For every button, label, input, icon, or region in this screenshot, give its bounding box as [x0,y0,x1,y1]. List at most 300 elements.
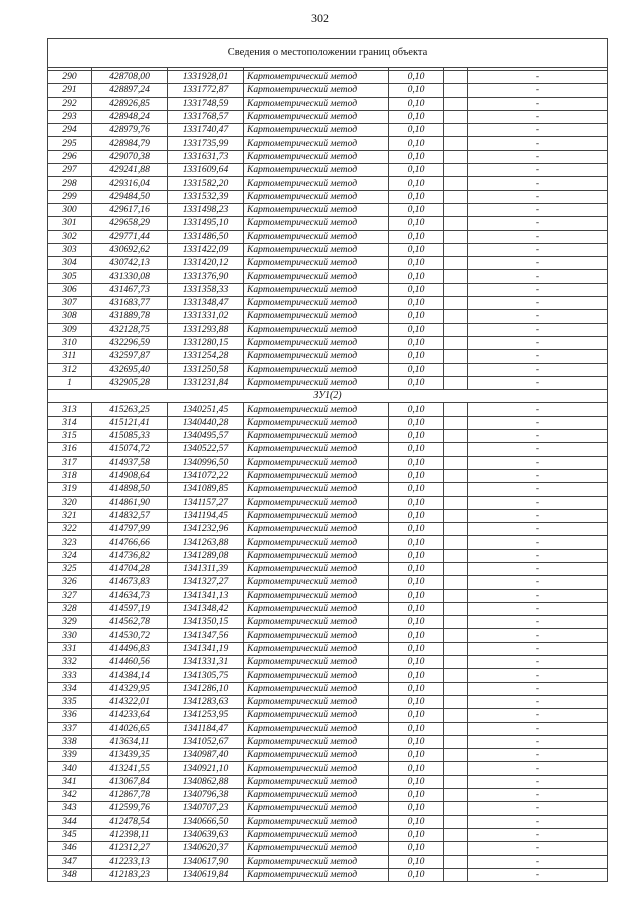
table-row [48,243,608,256]
method-cell: Картометрический метод [244,509,389,522]
note-cell: - [468,363,608,376]
note-cell: - [468,124,608,137]
coord-y: 1331928,01 [168,71,244,84]
empty-cell [444,469,468,482]
table-row [48,802,608,815]
point-number: 324 [48,549,92,562]
point-number: 311 [48,350,92,363]
point-number: 345 [48,828,92,841]
coord-y: 1340796,38 [168,789,244,802]
point-number: 347 [48,855,92,868]
empty-cell [444,137,468,150]
table-row [48,71,608,84]
table-row [48,376,608,389]
empty-cell [444,523,468,536]
method-cell: Картометрический метод [244,150,389,163]
coord-x: 430692,62 [92,243,168,256]
method-cell: Картометрический метод [244,137,389,150]
empty-cell [444,815,468,828]
coord-y: 1331293,88 [168,323,244,336]
method-cell: Картометрический метод [244,177,389,190]
note-cell: - [468,150,608,163]
note-cell: - [468,735,608,748]
method-cell: Картометрический метод [244,602,389,615]
method-cell: Картометрический метод [244,456,389,469]
table-row [48,855,608,868]
empty-cell [444,350,468,363]
section-row [48,390,608,403]
table-row [48,642,608,655]
point-number: 297 [48,164,92,177]
accuracy-cell: 0,10 [389,509,444,522]
empty-cell [444,629,468,642]
note-cell: - [468,71,608,84]
method-cell: Картометрический метод [244,709,389,722]
note-cell: - [468,350,608,363]
coord-y: 1340440,28 [168,416,244,429]
coord-y: 1331358,33 [168,283,244,296]
coord-x: 414898,50 [92,483,168,496]
accuracy-cell: 0,10 [389,456,444,469]
coord-y: 1341283,63 [168,695,244,708]
accuracy-cell: 0,10 [389,469,444,482]
accuracy-cell: 0,10 [389,84,444,97]
coord-x: 414597,19 [92,602,168,615]
point-number: 292 [48,97,92,110]
method-cell: Картометрический метод [244,416,389,429]
note-cell: - [468,110,608,123]
accuracy-cell: 0,10 [389,656,444,669]
point-number: 338 [48,735,92,748]
coord-x: 415085,33 [92,430,168,443]
accuracy-cell: 0,10 [389,682,444,695]
accuracy-cell: 0,10 [389,150,444,163]
coord-y: 1341341,13 [168,589,244,602]
point-number: 343 [48,802,92,815]
coord-y: 1341263,88 [168,536,244,549]
accuracy-cell: 0,10 [389,709,444,722]
accuracy-cell: 0,10 [389,589,444,602]
note-cell: - [468,177,608,190]
empty-cell [444,403,468,416]
point-number: 290 [48,71,92,84]
accuracy-cell: 0,10 [389,549,444,562]
empty-cell [444,682,468,695]
note-cell: - [468,496,608,509]
table-row [48,815,608,828]
table-row [48,842,608,855]
accuracy-cell: 0,10 [389,217,444,230]
empty-cell [444,443,468,456]
table-row [48,230,608,243]
accuracy-cell: 0,10 [389,443,444,456]
note-cell: - [468,443,608,456]
method-cell: Картометрический метод [244,297,389,310]
point-number: 306 [48,283,92,296]
coord-y: 1340495,57 [168,430,244,443]
empty-cell [444,589,468,602]
coord-x: 413241,55 [92,762,168,775]
table-row [48,695,608,708]
coord-x: 414861,90 [92,496,168,509]
empty-cell [444,709,468,722]
method-cell: Картометрический метод [244,110,389,123]
accuracy-cell: 0,10 [389,376,444,389]
method-cell: Картометрический метод [244,789,389,802]
method-cell: Картометрический метод [244,828,389,841]
coord-x: 414937,58 [92,456,168,469]
method-cell: Картометрический метод [244,243,389,256]
accuracy-cell: 0,10 [389,775,444,788]
accuracy-cell: 0,10 [389,496,444,509]
coord-x: 430742,13 [92,257,168,270]
note-cell: - [468,469,608,482]
accuracy-cell: 0,10 [389,629,444,642]
empty-cell [444,430,468,443]
table-row [48,576,608,589]
coord-x: 432695,40 [92,363,168,376]
empty-cell [444,602,468,615]
note-cell: - [468,642,608,655]
coord-x: 413634,11 [92,735,168,748]
empty-cell [444,84,468,97]
accuracy-cell: 0,10 [389,110,444,123]
point-number: 307 [48,297,92,310]
point-number: 299 [48,190,92,203]
point-number: 328 [48,602,92,615]
note-cell: - [468,815,608,828]
note-cell: - [468,323,608,336]
accuracy-cell: 0,10 [389,270,444,283]
method-cell: Картометрический метод [244,376,389,389]
table-row [48,562,608,575]
note-cell: - [468,403,608,416]
method-cell: Картометрический метод [244,336,389,349]
accuracy-cell: 0,10 [389,430,444,443]
point-number: 321 [48,509,92,522]
coord-x: 432128,75 [92,323,168,336]
method-cell: Картометрический метод [244,656,389,669]
accuracy-cell: 0,10 [389,177,444,190]
accuracy-cell: 0,10 [389,243,444,256]
coord-y: 1340666,50 [168,815,244,828]
coord-y: 1341052,67 [168,735,244,748]
table-row [48,722,608,735]
point-number: 1 [48,376,92,389]
note-cell: - [468,217,608,230]
point-number: 341 [48,775,92,788]
note-cell: - [468,868,608,881]
coord-x: 412478,54 [92,815,168,828]
method-cell: Картометрический метод [244,722,389,735]
method-cell: Картометрический метод [244,868,389,881]
note-cell: - [468,430,608,443]
note-cell: - [468,270,608,283]
coord-y: 1341341,19 [168,642,244,655]
note-cell: - [468,775,608,788]
accuracy-cell: 0,10 [389,855,444,868]
accuracy-cell: 0,10 [389,190,444,203]
coord-x: 415074,72 [92,443,168,456]
note-cell: - [468,695,608,708]
coord-y: 1331609,64 [168,164,244,177]
point-number: 316 [48,443,92,456]
table-row [48,416,608,429]
point-number: 340 [48,762,92,775]
coord-y: 1331376,90 [168,270,244,283]
method-cell: Картометрический метод [244,71,389,84]
table-row [48,536,608,549]
table-row [48,656,608,669]
note-cell: - [468,629,608,642]
empty-cell [444,509,468,522]
accuracy-cell: 0,10 [389,97,444,110]
table-row [48,430,608,443]
method-cell: Картометрический метод [244,562,389,575]
point-number: 322 [48,523,92,536]
coord-y: 1341072,22 [168,469,244,482]
coord-y: 1341347,56 [168,629,244,642]
empty-cell [444,203,468,216]
coord-y: 1331768,57 [168,110,244,123]
table-row [48,775,608,788]
coord-y: 1340619,84 [168,868,244,881]
point-number: 301 [48,217,92,230]
method-cell: Картометрический метод [244,483,389,496]
note-cell: - [468,257,608,270]
empty-cell [444,456,468,469]
coord-x: 414562,78 [92,616,168,629]
empty-cell [444,177,468,190]
empty-cell [444,230,468,243]
table-row [48,709,608,722]
point-number: 329 [48,616,92,629]
coord-y: 1341327,27 [168,576,244,589]
table-row [48,602,608,615]
table-row [48,669,608,682]
table-header-row [48,39,608,68]
coord-y: 1331532,39 [168,190,244,203]
accuracy-cell: 0,10 [389,828,444,841]
table-row [48,177,608,190]
note-cell: - [468,682,608,695]
table-row [48,403,608,416]
method-cell: Картометрический метод [244,270,389,283]
accuracy-cell: 0,10 [389,350,444,363]
note-cell: - [468,243,608,256]
empty-cell [444,190,468,203]
table-row [48,509,608,522]
coord-y: 1331254,28 [168,350,244,363]
point-number: 342 [48,789,92,802]
empty-cell [444,536,468,549]
point-number: 314 [48,416,92,429]
coord-x: 414329,95 [92,682,168,695]
method-cell: Картометрический метод [244,283,389,296]
coord-x: 412312,27 [92,842,168,855]
point-number: 309 [48,323,92,336]
accuracy-cell: 0,10 [389,137,444,150]
method-cell: Картометрический метод [244,350,389,363]
point-number: 348 [48,868,92,881]
accuracy-cell: 0,10 [389,336,444,349]
coord-y: 1331422,09 [168,243,244,256]
table-title: Сведения о местоположении границ объекта [48,39,608,68]
accuracy-cell: 0,10 [389,695,444,708]
coord-x: 414460,56 [92,656,168,669]
table-row [48,443,608,456]
coord-y: 1341311,39 [168,562,244,575]
method-cell: Картометрический метод [244,443,389,456]
accuracy-cell: 0,10 [389,842,444,855]
coord-y: 1340987,40 [168,749,244,762]
note-cell: - [468,97,608,110]
empty-cell [444,323,468,336]
coord-y: 1340620,37 [168,842,244,855]
empty-cell [444,97,468,110]
empty-cell [444,270,468,283]
method-cell: Картометрический метод [244,629,389,642]
coord-y: 1340862,88 [168,775,244,788]
note-cell: - [468,842,608,855]
empty-cell [444,695,468,708]
table-row [48,84,608,97]
point-number: 310 [48,336,92,349]
note-cell: - [468,297,608,310]
accuracy-cell: 0,10 [389,164,444,177]
accuracy-cell: 0,10 [389,602,444,615]
coord-y: 1341157,27 [168,496,244,509]
coord-x: 429070,38 [92,150,168,163]
method-cell: Картометрический метод [244,323,389,336]
note-cell: - [468,84,608,97]
accuracy-cell: 0,10 [389,616,444,629]
boundary-table [47,38,608,882]
coord-y: 1340617,90 [168,855,244,868]
accuracy-cell: 0,10 [389,203,444,216]
coord-y: 1340921,10 [168,762,244,775]
method-cell: Картометрический метод [244,217,389,230]
table-row [48,203,608,216]
method-cell: Картометрический метод [244,802,389,815]
empty-cell [444,722,468,735]
method-cell: Картометрический метод [244,124,389,137]
empty-cell [444,642,468,655]
table-row [48,297,608,310]
accuracy-cell: 0,10 [389,403,444,416]
coord-y: 1331231,84 [168,376,244,389]
coord-x: 431467,73 [92,283,168,296]
coord-y: 1341350,15 [168,616,244,629]
point-number: 327 [48,589,92,602]
point-number: 336 [48,709,92,722]
point-number: 303 [48,243,92,256]
coord-x: 414322,01 [92,695,168,708]
method-cell: Картометрический метод [244,363,389,376]
table-row [48,735,608,748]
accuracy-cell: 0,10 [389,323,444,336]
table-row [48,124,608,137]
note-cell: - [468,656,608,669]
table-row [48,97,608,110]
point-number: 312 [48,363,92,376]
empty-cell [444,363,468,376]
coord-y: 1340639,63 [168,828,244,841]
table-row [48,310,608,323]
accuracy-cell: 0,10 [389,297,444,310]
accuracy-cell: 0,10 [389,124,444,137]
point-number: 315 [48,430,92,443]
table-row [48,110,608,123]
table-row [48,616,608,629]
coord-x: 429484,50 [92,190,168,203]
table-row [48,217,608,230]
point-number: 294 [48,124,92,137]
note-cell: - [468,456,608,469]
point-number: 335 [48,695,92,708]
point-number: 302 [48,230,92,243]
coord-y: 1331495,10 [168,217,244,230]
coord-x: 414026,65 [92,722,168,735]
point-number: 317 [48,456,92,469]
coord-x: 415121,41 [92,416,168,429]
table-row [48,682,608,695]
accuracy-cell: 0,10 [389,749,444,762]
method-cell: Картометрический метод [244,257,389,270]
note-cell: - [468,576,608,589]
coord-x: 429241,88 [92,164,168,177]
table-row [48,257,608,270]
empty-cell [444,71,468,84]
coord-y: 1331348,47 [168,297,244,310]
method-cell: Картометрический метод [244,310,389,323]
method-cell: Картометрический метод [244,549,389,562]
accuracy-cell: 0,10 [389,576,444,589]
table-row [48,137,608,150]
empty-cell [444,416,468,429]
coord-x: 431889,78 [92,310,168,323]
accuracy-cell: 0,10 [389,815,444,828]
coord-x: 412867,78 [92,789,168,802]
method-cell: Картометрический метод [244,775,389,788]
note-cell: - [468,802,608,815]
empty-cell [444,749,468,762]
coord-y: 1340996,50 [168,456,244,469]
note-cell: - [468,722,608,735]
accuracy-cell: 0,10 [389,230,444,243]
table-row [48,323,608,336]
accuracy-cell: 0,10 [389,523,444,536]
coord-y: 1331280,15 [168,336,244,349]
method-cell: Картометрический метод [244,682,389,695]
coord-x: 429771,44 [92,230,168,243]
method-cell: Картометрический метод [244,589,389,602]
coord-y: 1331498,23 [168,203,244,216]
table-row [48,363,608,376]
coord-y: 1341232,96 [168,523,244,536]
empty-cell [444,669,468,682]
note-cell: - [468,203,608,216]
coord-x: 429316,04 [92,177,168,190]
accuracy-cell: 0,10 [389,762,444,775]
note-cell: - [468,562,608,575]
method-cell: Картометрический метод [244,749,389,762]
coord-x: 414797,99 [92,523,168,536]
empty-cell [444,310,468,323]
accuracy-cell: 0,10 [389,416,444,429]
coord-x: 428708,00 [92,71,168,84]
coord-x: 431683,77 [92,297,168,310]
